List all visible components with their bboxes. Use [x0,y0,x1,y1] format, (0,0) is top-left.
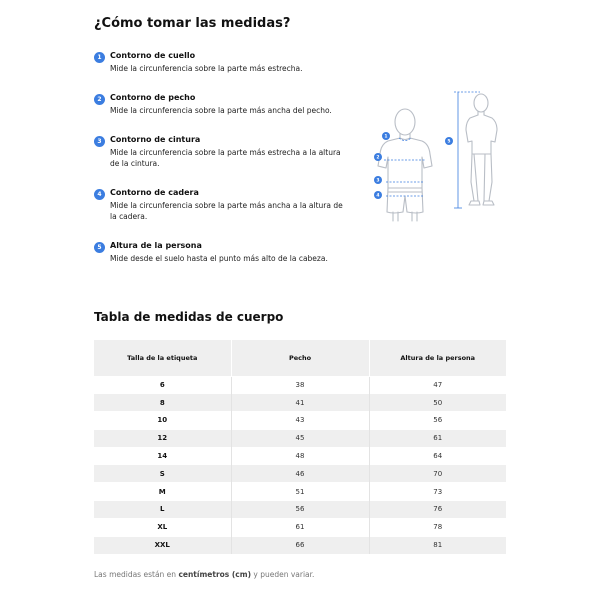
marker-label: 4 [376,193,380,199]
measure-steps [94,50,344,264]
step-title: Contorno de cadera [110,188,199,197]
cell-size: 6 [94,376,231,394]
step-waist [94,134,344,169]
table-row [94,412,506,430]
cell-height: 73 [369,483,506,501]
cell-chest: 45 [231,429,369,447]
body-measurement-illustration [368,84,518,244]
step-desc: Mide desde el suelo hasta el punto más alto de la cabeza. [110,254,328,263]
table-row [94,394,506,412]
step-number: 5 [94,242,105,253]
cell-size: XL [94,518,231,536]
cell-size: L [94,501,231,519]
step-number: 3 [94,136,105,147]
step-hip [94,187,344,222]
header-chest: Pecho [231,340,369,376]
table-row [94,483,506,501]
note-text: Las medidas están en [94,570,179,579]
marker-label: 2 [376,155,380,161]
step-chest [94,92,344,116]
cell-chest: 56 [231,501,369,519]
step-desc: Mide la circunferencia sobre la parte más estrecha. [110,64,303,73]
header-height: Altura de la persona [369,340,506,376]
units-note [94,570,314,579]
cell-height: 47 [369,376,506,394]
step-desc: Mide la circunferencia sobre la parte más ancha del pecho. [110,106,332,115]
table-row [94,376,506,394]
size-table [94,340,506,554]
cell-height: 78 [369,518,506,536]
step-title: Contorno de cuello [110,51,196,60]
step-height [94,240,344,264]
cell-size: 12 [94,429,231,447]
note-units: centímetros (cm) [178,570,251,579]
cell-height: 70 [369,465,506,483]
marker-label: 1 [384,134,388,140]
step-title: Contorno de cintura [110,135,201,144]
step-number: 4 [94,189,105,200]
step-number: 2 [94,94,105,105]
cell-chest: 48 [231,447,369,465]
marker-label: 3 [376,178,380,184]
cell-chest: 43 [231,412,369,430]
cell-size: XXL [94,536,231,554]
cell-chest: 66 [231,536,369,554]
cell-size: 14 [94,447,231,465]
cell-chest: 51 [231,483,369,501]
cell-height: 56 [369,412,506,430]
cell-chest: 41 [231,394,369,412]
table-row [94,429,506,447]
cell-size: 10 [94,412,231,430]
marker-label: 5 [447,139,451,145]
step-desc: Mide la circunferencia sobre la parte más estrecha a la altura de la cintura. [110,148,341,168]
cell-chest: 46 [231,465,369,483]
table-header-row [94,340,506,376]
cell-chest: 61 [231,518,369,536]
page-title: ¿Cómo tomar las medidas? [94,16,291,31]
table-title: Tabla de medidas de cuerpo [94,310,284,324]
cell-height: 64 [369,447,506,465]
step-title: Contorno de pecho [110,93,196,102]
cell-height: 76 [369,501,506,519]
note-text-end: y pueden variar. [251,570,315,579]
cell-height: 61 [369,429,506,447]
step-desc: Mide la circunferencia sobre la parte más ancha a la altura de la cadera. [110,201,343,221]
table-row [94,518,506,536]
table-row [94,501,506,519]
header-size: Talla de la etiqueta [94,340,231,376]
cell-size: M [94,483,231,501]
table-row [94,536,506,554]
cell-height: 50 [369,394,506,412]
cell-size: S [94,465,231,483]
table-row [94,465,506,483]
cell-chest: 38 [231,376,369,394]
table-row [94,447,506,465]
cell-height: 81 [369,536,506,554]
cell-size: 8 [94,394,231,412]
step-number: 1 [94,52,105,63]
step-title: Altura de la persona [110,241,202,250]
step-neck [94,50,344,74]
